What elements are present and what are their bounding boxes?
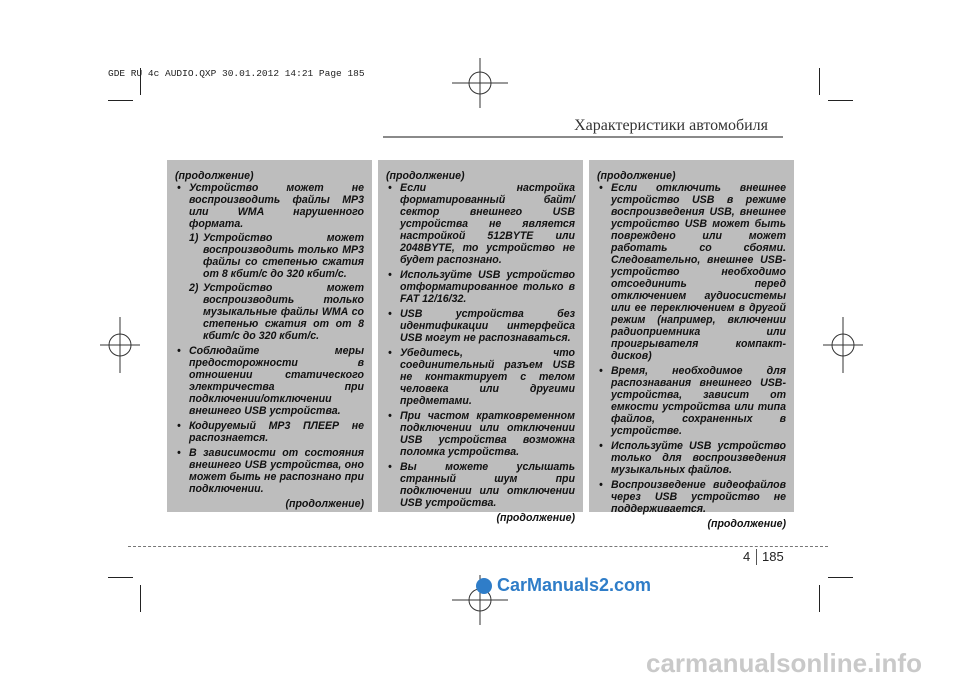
list-item-text: Используйте USB устройство отформатированное только в FAT 12/16/32.	[400, 269, 575, 305]
list-item-text: Используйте USB устройство только для воспроизведения музыкальных файлов.	[611, 440, 786, 476]
crop-mark	[140, 585, 141, 612]
continued-label: (продолжение)	[597, 170, 676, 182]
info-column-2	[378, 160, 583, 524]
list-item	[386, 269, 575, 305]
crop-mark	[819, 585, 820, 612]
sublist-item	[189, 282, 364, 342]
list-item-text: В зависимости от состояния внешнего USB устройства, оно может быть не распознано при подключении.	[189, 447, 364, 495]
continued-label: (продолжение)	[386, 170, 465, 182]
list-item	[597, 440, 786, 476]
list-item-text: USB устройства без идентификации интерфейса USB могут не распознаваться.	[400, 308, 575, 344]
list-item	[175, 447, 364, 495]
bullet-list	[175, 182, 364, 495]
numbered-sublist	[189, 232, 364, 342]
list-item-text: Соблюдайте меры предосторожности в отношении статического электричества при подключении/отключении внешнего USB устройства.	[189, 345, 364, 417]
list-item-text: Если настройка форматированный байт/сектор внешнего USB устройства не является настройкой 512BYTE или 2048BYTE, то устройство не будет распознано.	[400, 182, 575, 266]
crop-mark	[108, 577, 133, 578]
sublist-number: 2)	[189, 282, 199, 294]
list-item	[597, 182, 786, 362]
list-item-text: Устройство может не воспроизводить файлы MP3 или WMA нарушенного формата.	[189, 182, 364, 230]
page-separator	[756, 549, 757, 565]
crop-mark	[828, 577, 853, 578]
car-logo-icon	[476, 578, 492, 594]
list-item	[386, 308, 575, 344]
page-number: 185	[762, 549, 784, 564]
list-item	[386, 461, 575, 509]
list-item	[175, 345, 364, 417]
registration-mark-right	[823, 315, 863, 375]
continued-label: (продолжение)	[496, 512, 575, 524]
list-item	[175, 182, 364, 342]
carmanuals-text: CarManuals2.com	[497, 575, 652, 595]
sublist-number: 1)	[189, 232, 199, 244]
carmanuals-watermark	[476, 575, 651, 596]
list-item-text: Если отключить внешнее устройство USB в режиме воспроизведения USB, внешнее устройство USB может быть повреждено или может работать со сбоями. Следовательно, внешнее USB-устройство необходимо отсоединить перед отключением аудиосистемы или ее переключением в другой режим (например, включении радиоприемника или проигрывателя компакт-дисков)	[611, 182, 786, 362]
crop-mark	[108, 100, 133, 101]
bullet-list	[597, 182, 786, 515]
continued-label: (продолжение)	[707, 518, 786, 530]
info-column-3	[589, 160, 794, 530]
continued-label: (продолжение)	[285, 498, 364, 510]
list-item	[597, 365, 786, 437]
info-column-1	[167, 160, 372, 512]
bullet-list	[386, 182, 575, 509]
list-item	[386, 410, 575, 458]
registration-mark-top	[450, 58, 510, 108]
footer-rule	[128, 546, 828, 547]
list-item	[597, 479, 786, 515]
list-item-text: Убедитесь, что соединительный разъем USB не контактирует с телом человека или другими предметами.	[400, 347, 575, 407]
list-item	[386, 182, 575, 266]
continued-label: (продолжение)	[175, 170, 254, 182]
crop-mark	[819, 68, 820, 95]
chapter-number: 4	[743, 549, 751, 564]
list-item-text: Воспроизведение видеофайлов через USB устройство не поддерживается.	[611, 479, 786, 515]
crop-mark	[828, 100, 853, 101]
print-slug: GDE RU 4c AUDIO.QXP 30.01.2012 14:21 Page 185	[108, 68, 365, 79]
list-item-text: При частом кратковременном подключении или отключении USB устройства возможна поломка устройства.	[400, 410, 575, 458]
sublist-text: Устройство может воспроизводить только MP3 файлы со степенью сжатия от 8 кбит/с до 320 кбит/с.	[203, 232, 364, 280]
list-item-text: Кодируемый MP3 ПЛЕЕР не распознается.	[189, 420, 364, 444]
list-item-text: Вы можете услышать странный шум при подключении или отключении USB устройства.	[400, 461, 575, 509]
list-item	[386, 347, 575, 407]
list-item-text: Время, необходимое для распознавания внешнего USB-устройства, зависит от емкости устройства или типа файлов, сохраненных в устройстве.	[611, 365, 786, 437]
sublist-item	[189, 232, 364, 280]
site-watermark: carmanualsonline.info	[646, 648, 922, 678]
sublist-text: Устройство может воспроизводить только музыкальные файлы WMA со степенью сжатия от от 8 кбит/с до 320 кбит/с.	[203, 282, 364, 342]
section-title: Характеристики автомобиля	[574, 117, 768, 134]
registration-mark-left	[100, 315, 140, 375]
title-rule	[383, 136, 783, 138]
list-item	[175, 420, 364, 444]
